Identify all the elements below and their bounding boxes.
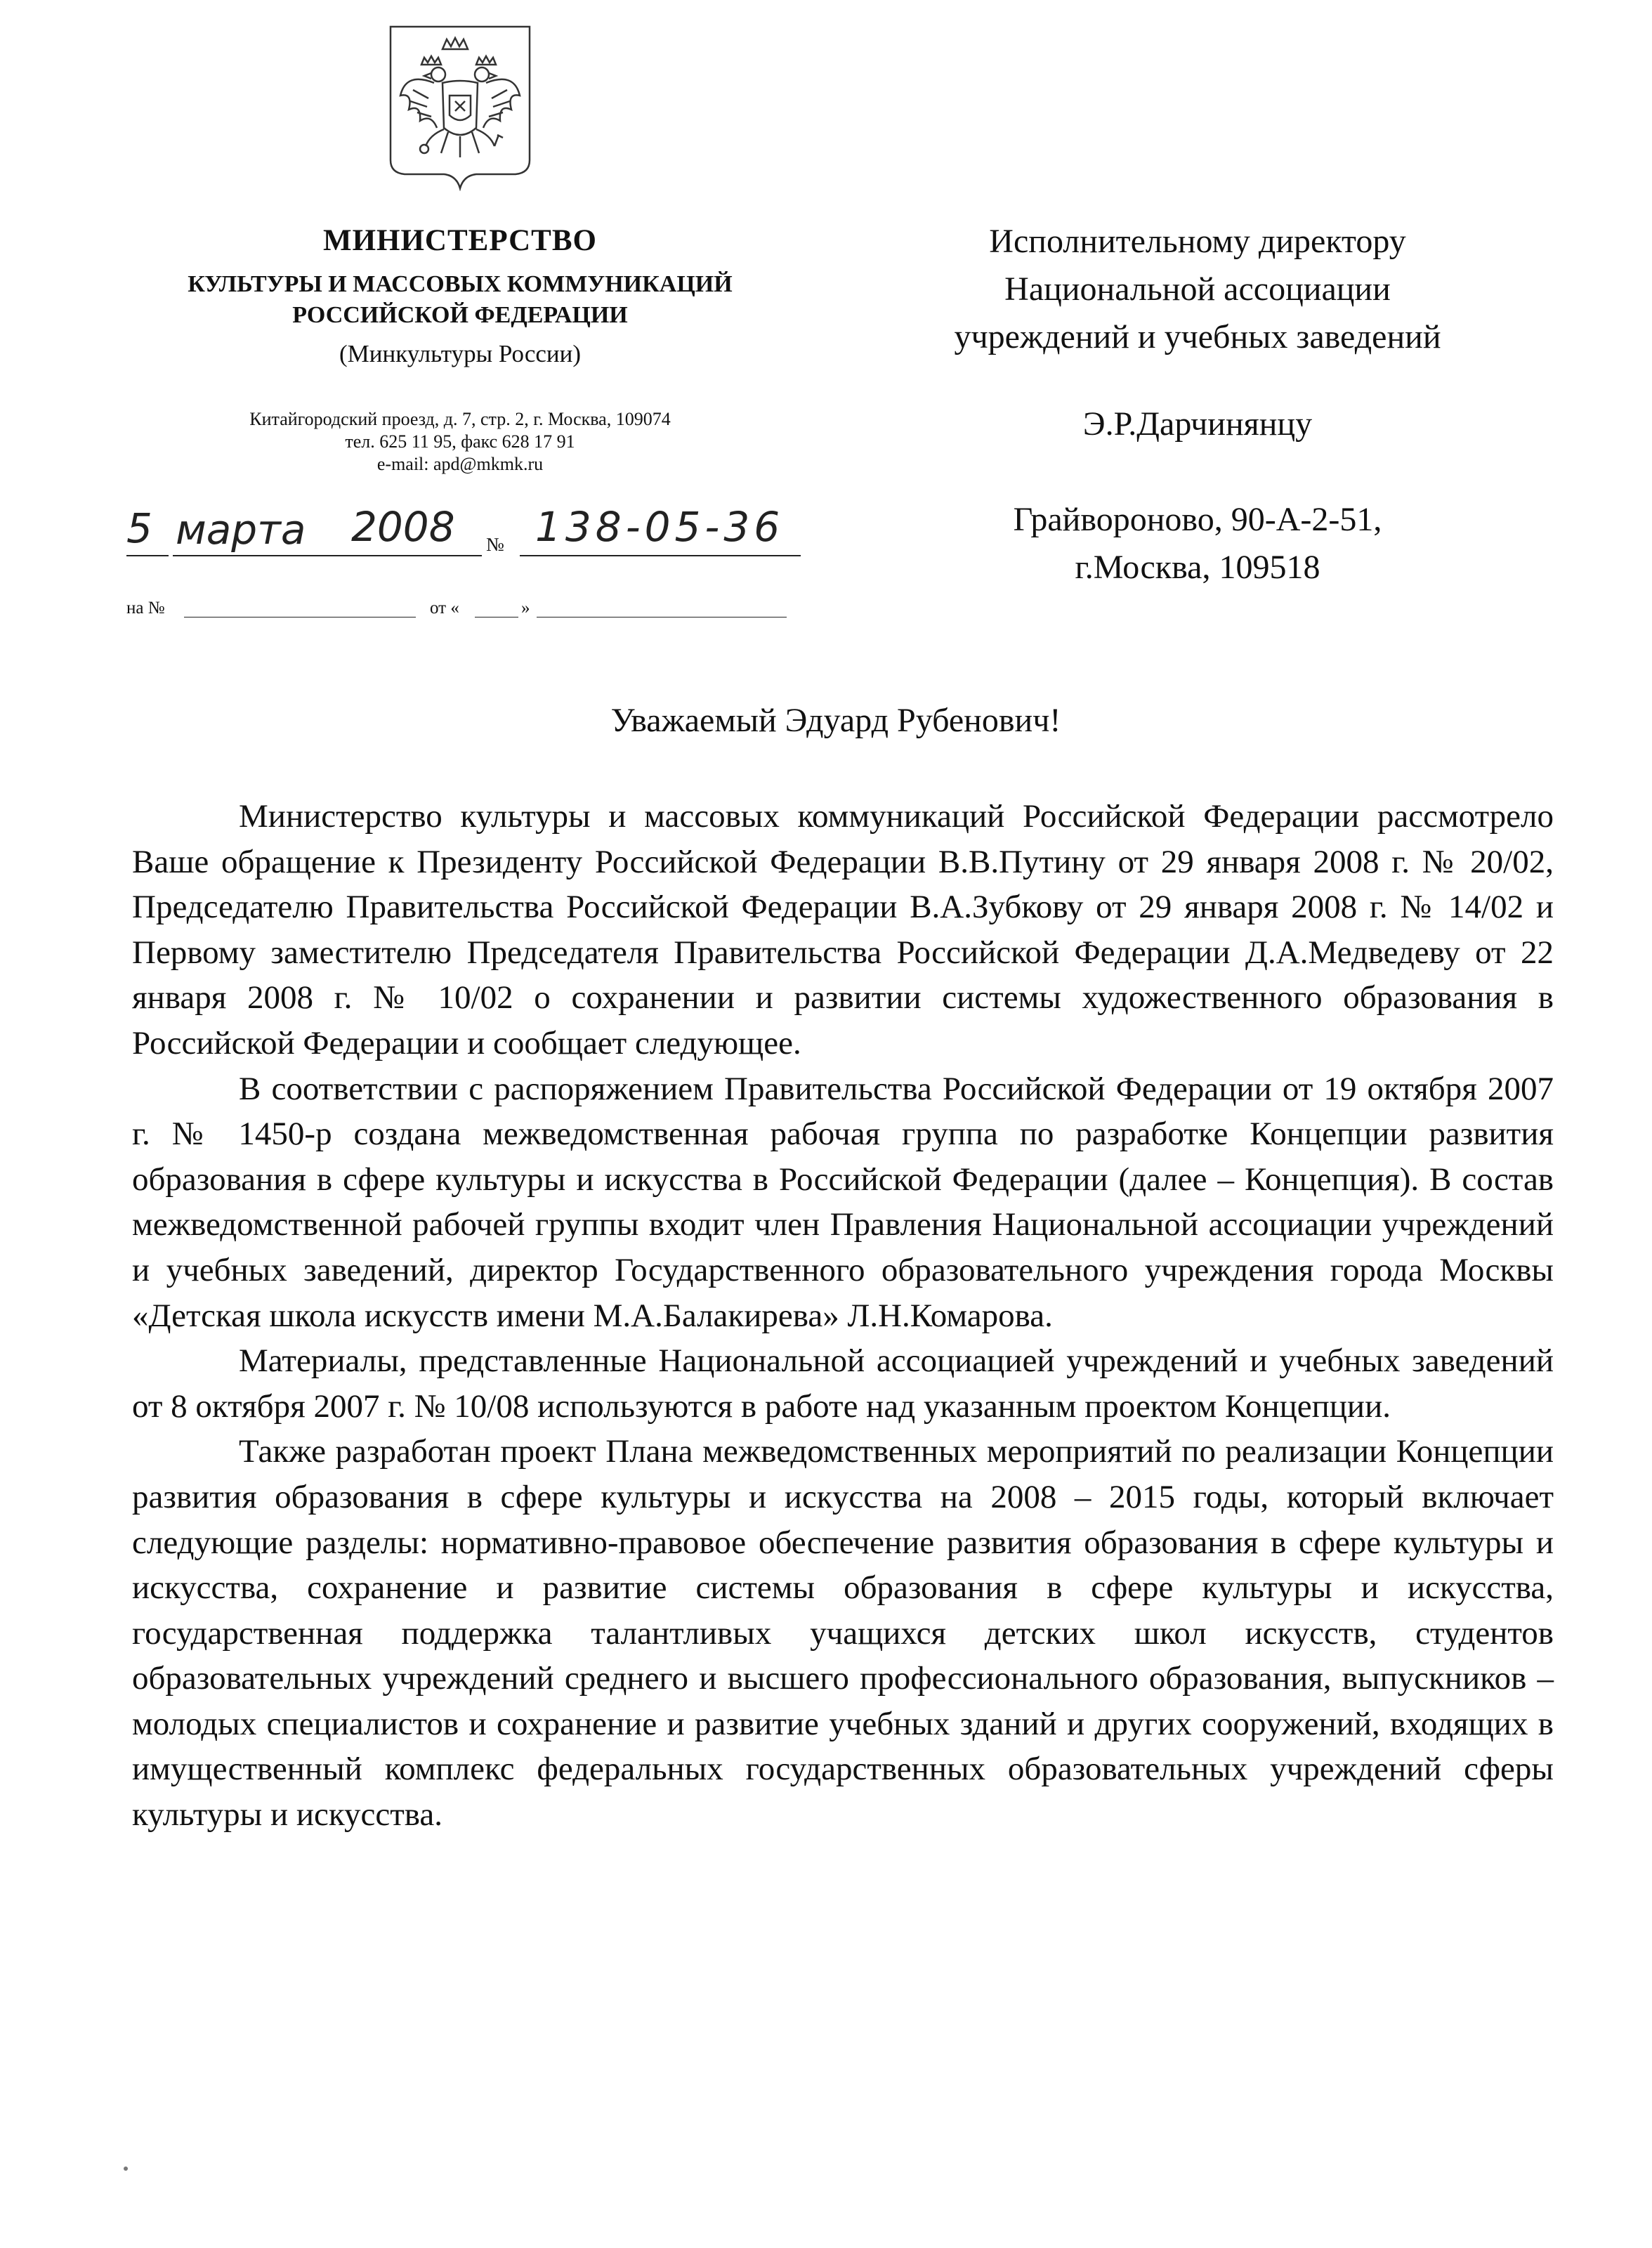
body-paragraph: Материалы, представленные Национальной ассоциацией учреждений и учебных заведений от 8 октября 2007 г. № 10/08 используются в работе над указанным проектом Концепции. [132, 1342, 1554, 1425]
ministry-title-line2: КУЛЬТУРЫ И МАССОВЫХ КОММУНИКАЦИЙ [188, 271, 733, 297]
addressee-name: Э.Р.Дарчинянцу [1082, 405, 1313, 443]
body-paragraph: В соответствии с распоряжением Правительства Российской Федерации от 19 октября 2007 г. № 1450-р создана межведомственная рабочая группа по разработке Концепции развития образования в сфере культуры и искусства в Российской Федерации (далее – Концепция). В состав межведомственной рабочей группы входит член Правления Национальной ассоциации учреждений и учебных заведений, директор Государственного образовательного учреждения города Москвы «Детская школа искусств имени М.А.Балакирева» Л.Н.Комарова. [132, 1070, 1554, 1334]
reference-from-label: от « [430, 599, 459, 617]
underline-date [173, 555, 482, 556]
underline-day [126, 555, 169, 556]
ministry-short-name: (Минкультуры России) [339, 340, 582, 367]
body-paragraph: Министерство культуры и массовых коммуникаций Российской Федерации рассмотрело Ваше обращение к Президенту Российской Федерации В.В.Путину от 29 января 2008 г. № 20/02, Председателю Правительства Российской Федерации В.А.Зубкову от 29 января 2008 г. № 14/02 и Первому заместителю Председателя Правительства Российской Федерации Д.А.Медведеву от 22 января 2008 г. № 10/02 о сохранении и развитии системы художественного образования в Российской Федерации и сообщает следующее. [132, 798, 1554, 1061]
ministry-title: МИНИСТЕРСТВО [323, 224, 597, 257]
addressee-organization: Национальной ассоциации [1004, 270, 1391, 308]
addressee-city: г.Москва, 109518 [1075, 549, 1320, 586]
coat-of-arms-icon [385, 22, 535, 191]
reference-close-quote: » [521, 599, 530, 617]
addressee-position: Исполнительному директору [989, 223, 1406, 260]
ministry-email: e-mail: apd@mkmk.ru [376, 454, 544, 474]
registration-day: 5 [126, 504, 152, 552]
body-paragraph: Также разработан проект Плана межведомственных мероприятий по реализации Концепции развития образования в сфере культуры и искусства на 2008 – 2015 годы, который включает следующие разделы: нормативно-правовое обеспечение развития образования в сфере культуры и искусства, сохранение и развитие системы образования в сфере культуры и искусства, государственная поддержка талантливых учащихся детских школ искусств, студентов образовательных учреждений среднего и высшего профессионального образования, выпускников – молодых специалистов и сохранение и развитие учебных зданий и других сооружений, входящих в имущественный комплекс федеральных государственных образовательных учреждений сферы культуры и искусства. [132, 1433, 1554, 1834]
ministry-phone: тел. 625 11 95, факс 628 17 91 [345, 431, 575, 452]
scan-speck [124, 2167, 128, 2171]
registration-number: 138-05-36 [535, 503, 785, 551]
addressee-organization-line2: учреждений и учебных заведений [954, 318, 1441, 355]
letter-body [132, 794, 1554, 1838]
registration-month: марта [176, 506, 306, 554]
registration-number-label: № [486, 534, 504, 555]
salutation: Уважаемый Эдуард Рубенович! [610, 702, 1061, 739]
reference-label: на № [126, 599, 165, 617]
registration-year: 2008 [351, 503, 455, 551]
ministry-title-line3: РОССИЙСКОЙ ФЕДЕРАЦИИ [292, 302, 628, 328]
underline-number [520, 555, 801, 556]
addressee-street: Грайвороново, 90-А-2-51, [1013, 501, 1382, 538]
ministry-address: Китайгородский проезд, д. 7, стр. 2, г. Москва, 109074 [249, 409, 671, 429]
